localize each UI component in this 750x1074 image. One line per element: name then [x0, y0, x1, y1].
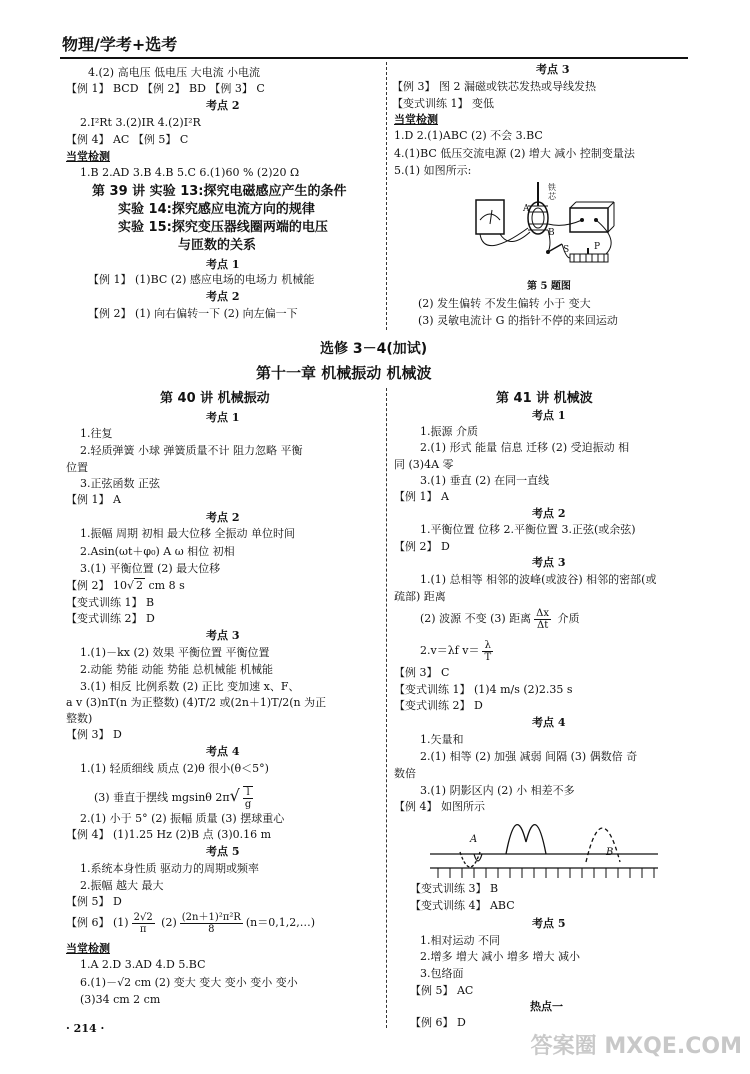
answer-line: 【例 2】 (1) 向右偏转一下 (2) 向左偏一下 — [88, 307, 298, 320]
kaodian-heading: 考点 3 — [532, 556, 566, 569]
answer-line: 1.振幅 周期 初相 最大位移 全振动 单位时间 — [80, 527, 295, 540]
figure-caption: 第 5 题图 — [527, 281, 571, 292]
answer-line: 3.正弦函数 正弦 — [80, 477, 160, 490]
figure-label-S: S — [563, 245, 570, 255]
answer-line: 1.振源 介质 — [420, 425, 478, 438]
answer-line: 3.(1) 相反 比例系数 (2) 正比 变加速 x、F、 — [80, 680, 300, 693]
answer-line: 2.动能 势能 动能 势能 总机械能 机械能 — [80, 663, 273, 676]
kaodian-heading: 考点 3 — [536, 63, 570, 76]
answer-line: (2) 发生偏转 不发生偏转 小于 变大 — [418, 297, 591, 310]
page-number: · 214 · — [66, 1022, 105, 1035]
answer-line: 1.矢量和 — [420, 733, 464, 746]
kaodian-heading: 考点 3 — [206, 629, 240, 642]
answer-line: 【例 3】 D — [66, 728, 122, 741]
lecture-title: 第 41 讲 机械波 — [496, 391, 593, 406]
lecture-title: 与匝数的关系 — [178, 238, 257, 253]
answer-line: 【变式训练 1】 (1)4 m/s (2)2.35 s — [394, 683, 573, 696]
answer-line: 数倍 — [394, 767, 416, 780]
figure-label-iron: 铁芯 — [548, 183, 556, 201]
dangtang-heading: 当堂检测 — [66, 942, 110, 955]
answer-line: 1.相对运动 不同 — [420, 934, 500, 947]
wave-diagram — [430, 812, 660, 884]
dangtang-heading: 当堂检测 — [394, 113, 438, 126]
answer-line: 【例 4】 (1)1.25 Hz (2)B 点 (3)0.16 m — [66, 828, 272, 841]
answer-line: 1.B 2.AD 3.B 4.B 5.C 6.(1)60 % (2)20 Ω — [80, 166, 300, 179]
answer-line: a v (3)nT(n 为正整数) (4)T/2 或(2n＋1)T/2(n 为正 — [66, 696, 327, 709]
answer-line: 【变式训练 2】 D — [394, 699, 483, 712]
answer-line: 2.(1) 形式 能量 信息 迁移 (2) 受迫振动 相 — [420, 441, 630, 454]
watermark-logo: 答案圈 MXQE.COM — [530, 1034, 742, 1059]
answer-line: 【例 1】 BCD 【例 2】 BD 【例 3】 C — [66, 82, 265, 95]
column-divider-bottom — [386, 388, 387, 1028]
answer-line: 2.Asin(ωt＋φ₀) A ω 相位 初相 — [80, 545, 235, 558]
answer-line: 3.包络面 — [420, 967, 464, 980]
answer-line: 4.(1)BC 低压交流电源 (2) 增大 减小 控制变量法 — [394, 147, 635, 160]
answer-line: 【例 1】 A — [66, 493, 121, 506]
answer-line: 【例 1】 A — [394, 490, 449, 503]
answer-line: 【例 1】 (1)BC (2) 感应电场的电场力 机械能 — [88, 273, 315, 286]
answer-line: (3) 垂直于摆线 mgsinθ 2π√ $\frac{l}{g}$ — [94, 786, 252, 810]
lecture-title: 实验 14:探究感应电流方向的规律 — [118, 202, 315, 217]
answer-line: 【例 6】 (1) $\frac{2√2}{\pi}$ (2) $\frac{\text{(2n＋1)²π²R}}{8}$ (n＝0,1,2,…) — [66, 911, 316, 935]
answer-line: 5.(1) 如图所示: — [394, 164, 472, 177]
answer-line: (3) 灵敏电流计 G 的指针不停的来回运动 — [418, 314, 618, 327]
lecture-title: 第 39 讲 实验 13:探究电磁感应产生的条件 — [92, 184, 347, 199]
answer-line: 2.轻质弹簧 小球 弹簧质量不计 阻力忽略 平衡 — [80, 444, 303, 457]
figure-label-B: B — [548, 228, 555, 238]
answer-line: 整数) — [66, 712, 93, 725]
answer-line: (3)34 cm 2 cm — [80, 993, 161, 1006]
answer-line: (2) 波源 不变 (3) 距离 $\frac{\Delta x}{\Delta t}$ 介质 — [420, 607, 580, 631]
answer-line: 【变式训练 3】 B — [410, 882, 499, 895]
answer-line: 【变式训练 1】 B — [66, 596, 155, 609]
answer-line: 【变式训练 4】 ABC — [410, 899, 515, 912]
answer-line: 1.(1) 轻质细线 质点 (2)θ 很小(θ＜5°) — [80, 762, 269, 775]
wave-label-A: A — [470, 834, 478, 845]
answer-line: 3.(1) 平衡位置 (2) 最大位移 — [80, 562, 221, 575]
answer-line: 【例 4】 如图所示 — [394, 800, 485, 813]
answer-line: 【例 5】 AC — [410, 984, 474, 997]
answer-line: 1.往复 — [80, 427, 113, 440]
answer-line: 【例 2】 10√ 2 cm 8 s — [66, 579, 185, 592]
column-divider-top — [386, 62, 387, 330]
answer-line: 6.(1)－√2 cm (2) 变大 变大 变小 变小 变小 — [80, 976, 298, 989]
wave-label-B: B — [606, 847, 614, 858]
answer-line: 1.A 2.D 3.AD 4.D 5.BC — [80, 958, 206, 971]
answer-line: 2.振幅 越大 最大 — [80, 879, 164, 892]
chapter-title: 第十一章 机械振动 机械波 — [256, 364, 432, 382]
figure-label-P: P — [594, 242, 601, 252]
kaodian-heading: 考点 5 — [532, 917, 566, 930]
answer-line: 2.增多 增大 减小 增多 增大 减小 — [420, 950, 580, 963]
answer-line: 疏部) 距离 — [394, 590, 446, 603]
kaodian-heading: 考点 2 — [206, 511, 240, 524]
kaodian-heading: 考点 5 — [206, 845, 240, 858]
kaodian-heading: 考点 1 — [206, 411, 240, 424]
lecture-title: 第 40 讲 机械振动 — [160, 391, 270, 406]
answer-line: 1.(1) 总相等 相邻的波峰(或波谷) 相邻的密部(或 — [420, 573, 657, 586]
header-rule — [60, 57, 688, 59]
section-title: 选修 3－4(加试) — [320, 341, 428, 357]
answer-line: 1.系统本身性质 驱动力的周期或频率 — [80, 862, 259, 875]
dangtang-heading: 当堂检测 — [66, 150, 110, 163]
kaodian-heading: 考点 2 — [206, 290, 240, 303]
page-header-title: 物理/学考+选考 — [62, 35, 178, 54]
answer-line: 【例 3】 C — [394, 666, 450, 679]
lecture-title: 实验 15:探究变压器线圈两端的电压 — [118, 220, 328, 235]
answer-line: 【例 5】 D — [66, 895, 122, 908]
kaodian-heading: 考点 1 — [206, 258, 240, 271]
kaodian-heading: 考点 4 — [206, 745, 240, 758]
kaodian-heading: 考点 2 — [532, 507, 566, 520]
answer-line: 【例 6】 D — [410, 1016, 466, 1029]
answer-line: 【例 4】 AC 【例 5】 C — [66, 133, 189, 146]
answer-line: 3.(1) 垂直 (2) 在同一直线 — [420, 474, 550, 487]
figure-label-A: A — [523, 204, 530, 214]
answer-line: 位置 — [66, 461, 88, 474]
answer-line: 同 (3)4A 零 — [394, 458, 454, 471]
answer-line: 【变式训练 2】 D — [66, 612, 155, 625]
kaodian-heading: 考点 1 — [532, 409, 566, 422]
hot-topic-heading: 热点一 — [530, 1000, 563, 1013]
answer-line: 【例 3】 图 2 漏磁或铁芯发热或导线发热 — [392, 80, 596, 93]
answer-line: 2.(1) 小于 5° (2) 振幅 质量 (3) 摆球重心 — [80, 812, 285, 825]
answer-line: 2.(1) 相等 (2) 加强 减弱 间隔 (3) 偶数倍 奇 — [420, 750, 638, 763]
answer-line: 1.D 2.(1)ABC (2) 不会 3.BC — [394, 129, 543, 142]
answer-line: 4.(2) 高电压 低电压 大电流 小电流 — [88, 66, 261, 79]
answer-line: 【例 2】 D — [394, 540, 450, 553]
kaodian-heading: 考点 2 — [206, 99, 240, 112]
answer-line: 2.I²Rt 3.(2)IR 4.(2)I²R — [80, 116, 201, 129]
answer-line: 【变式训练 1】 变低 — [392, 97, 494, 110]
answer-line: 1.平衡位置 位移 2.平衡位置 3.正弦(或余弦) — [420, 523, 636, 536]
answer-line: 2.v＝λf v＝ $\frac{\lambda}{T}$ — [420, 639, 492, 663]
kaodian-heading: 考点 4 — [532, 716, 566, 729]
answer-line: 1.(1)－kx (2) 效果 平衡位置 平衡位置 — [80, 646, 270, 659]
answer-line: 3.(1) 阴影区内 (2) 小 相差不多 — [420, 784, 575, 797]
